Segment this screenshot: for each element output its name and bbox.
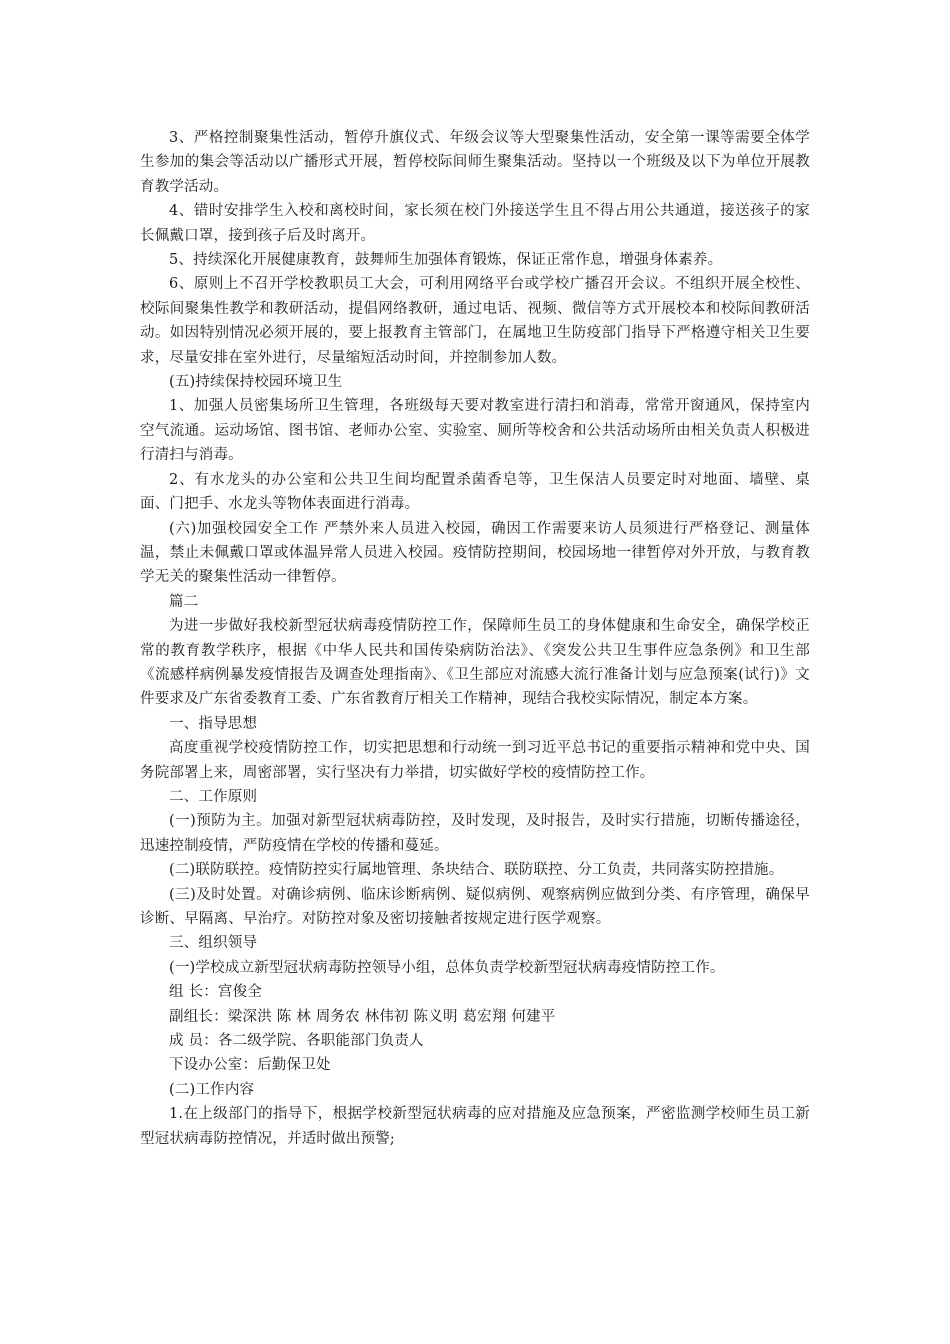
section-heading: (五)持续保持校园环境卫生	[169, 374, 343, 391]
paragraph: 1.在上级部门的指导下，根据学校新型冠状病毒的应对措施及应急预案，严密监测学校师生员工新型冠状病毒防控情况，并适时做出预警;	[140, 1106, 810, 1147]
paragraph: 5、持续深化开展健康教育，鼓舞师生加强体育锻炼，保证正常作息，增强身体素养。	[169, 252, 723, 269]
section-heading: (二)工作内容	[169, 1081, 255, 1098]
paragraph: 6、原则上不召开学校教职员工大会，可利用网络平台或学校广播召开会议。不组织开展全校性、校际间聚集性教学和教研活动，提倡网络教研，通过电话、视频、微信等方式开展校本和校际间教研活动。如因特别情况必须开展的，要上报教育主管部门，在属地卫生防疫部门指导下严格遵守相关卫生要求，尽量安排在室外进行，尽量缩短活动时间，并控制参加人数。	[140, 276, 810, 366]
paragraph: 4、错时安排学生入校和离校时间，家长须在校门外接送学生且不得占用公共通道，接送孩子的家长佩戴口罩，接到孩子后及时离开。	[140, 203, 810, 244]
section-heading: 二、工作原则	[169, 788, 258, 805]
paragraph: 1、加强人员密集场所卫生管理，各班级每天要对教室进行清扫和消毒，常常开窗通风，保持室内空气流通。运动场馆、图书馆、老师办公室、实验室、厕所等校舍和公共活动场所由相关负责人积极进行清扫与消毒。	[140, 398, 810, 464]
roster-line: 下设办公室：后勤保卫处	[169, 1057, 331, 1074]
paragraph: (六)加强校园安全工作 严禁外来人员进入校园，确因工作需要来访人员须进行严格登记、测量体温，禁止未佩戴口罩或体温异常人员进入校园。疫情防控期间，校园场地一律暂停对外开放，与教育教学无关的聚集性活动一律暂停。	[140, 520, 810, 586]
roster-line: 副组长：梁深洪 陈 林 周务农 林伟初 陈义明 葛宏翔 何建平	[169, 1008, 556, 1025]
paragraph: (三)及时处置。对确诊病例、临床诊断病例、疑似病例、观察病例应做到分类、有序管理，确保早诊断、早隔离、早治疗。对防控对象及密切接触者按规定进行医学观察。	[140, 886, 810, 927]
paragraph: (一)预防为主。加强对新型冠状病毒防控，及时发现，及时报告，及时实行措施，切断传播途径，迅速控制疫情，严防疫情在学校的传播和蔓延。	[140, 813, 810, 854]
part-heading: 篇二	[169, 593, 199, 610]
roster-line: 组 长：宫俊全	[169, 984, 263, 1001]
paragraph: 3、严格控制聚集性活动，暂停升旗仪式、年级会议等大型聚集性活动，安全第一课等需要全体学生参加的集会等活动以广播形式开展，暂停校际间师生聚集活动。坚持以一个班级及以下为单位开展教育教学活动。	[140, 130, 810, 195]
paragraph: 为进一步做好我校新型冠状病毒疫情防控工作，保障师生员工的身体健康和生命安全，确保学校正常的教育教学秩序，根据《中华人民共和国传染病防治法》、《突发公共卫生事件应急条例》和卫生部《流感样病例暴发疫情报告及调查处理指南》、《卫生部应对流感大流行准备计划与应急预案(试行)》文件要求及广东省委教育工委、广东省教育厅相关工作精神，现结合我校实际情况，制定本方案。	[140, 618, 810, 708]
section-heading: 一、指导思想	[169, 715, 258, 732]
paragraph: (二)联防联控。疫情防控实行属地管理、条块结合、联防联控、分工负责，共同落实防控措施。	[169, 862, 784, 879]
paragraph: 2、有水龙头的办公室和公共卫生间均配置杀菌香皂等，卫生保洁人员要定时对地面、墙壁、桌面、门把手、水龙头等物体表面进行消毒。	[140, 471, 810, 513]
paragraph: (一)学校成立新型冠状病毒防控领导小组，总体负责学校新型冠状病毒疫情防控工作。	[169, 959, 725, 976]
section-heading: 三、组织领导	[169, 935, 258, 952]
roster-line: 成 员：各二级学院、各职能部门负责人	[169, 1033, 424, 1050]
paragraph: 高度重视学校疫情防控工作，切实把思想和行动统一到习近平总书记的重要指示精神和党中央、国务院部署上来，周密部署，实行坚决有力举措，切实做好学校的疫情防控工作。	[140, 740, 810, 781]
